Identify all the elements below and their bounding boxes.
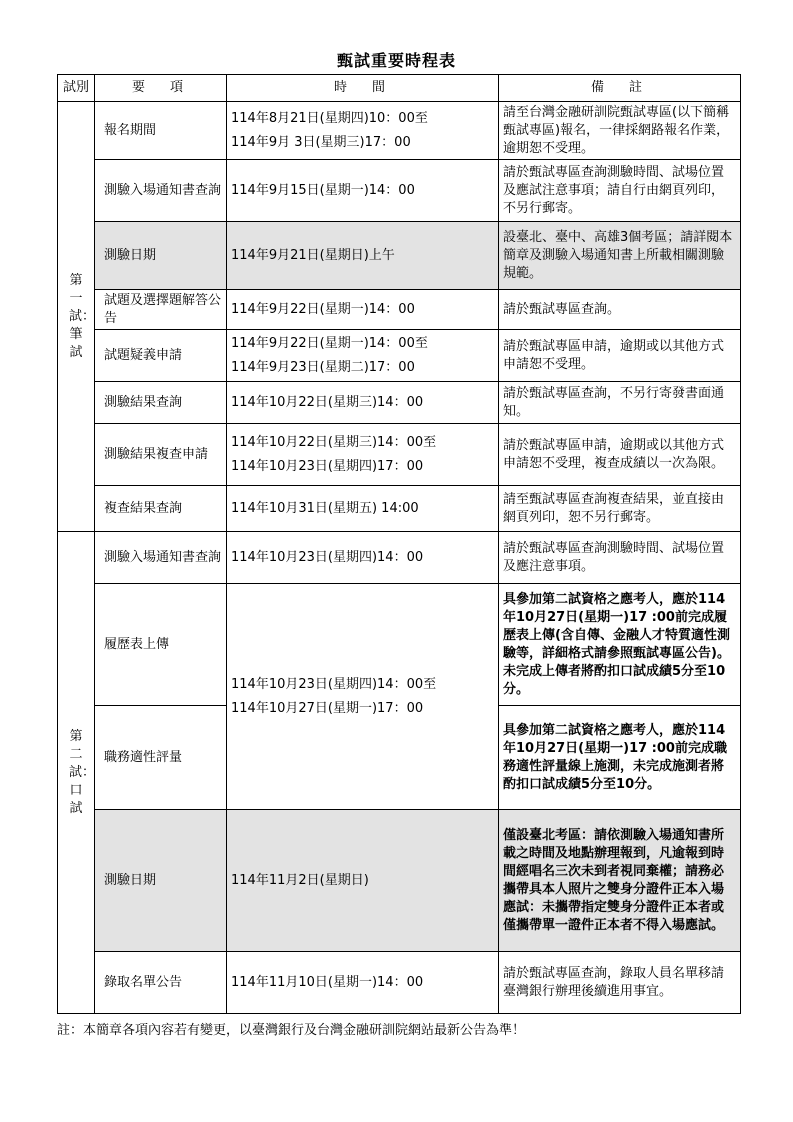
note-cell: 請於甄試專區查詢。 [499,290,741,330]
header-time: 時 間 [227,75,499,102]
time-cell: 114年10月22日(星期三)14：00 [227,382,499,424]
table-row [58,584,741,706]
schedule-table [57,74,741,1014]
table-row [58,532,741,584]
item-cell: 履歷表上傳 [95,584,227,706]
time-cell: 114年10月31日(星期五) 14:00 [227,486,499,532]
table-header-row [58,75,741,102]
table-row [58,486,741,532]
note-cell: 請至台灣金融研訓院甄試專區(以下簡稱甄試專區)報名，一律採網路報名作業，逾期恕不受理。 [499,102,741,160]
time-cell: 114年9月21日(星期日)上午 [227,222,499,290]
note-cell: 具參加第二試資格之應考人，應於114年10月27日(星期一)17 :00前完成職務適性評量線上施測，未完成施測者將酌扣口試成績5分至10分。 [499,706,741,810]
note-cell: 請於甄試專區申請，逾期或以其他方式申請恕不受理。 [499,330,741,382]
item-cell: 測驗日期 [95,222,227,290]
item-cell: 測驗入場通知書查詢 [95,160,227,222]
time-cell: 114年11月2日(星期日) [227,810,499,952]
note-cell: 請於甄試專區查詢測驗時間、試場位置及應注意事項。 [499,532,741,584]
time-cell: 114年9月22日(星期一)14：00 [227,290,499,330]
stage2-label: 第二試：口試 [58,532,95,1014]
table-row [58,290,741,330]
table-row [58,952,741,1014]
item-cell: 錄取名單公告 [95,952,227,1014]
item-cell: 測驗入場通知書查詢 [95,532,227,584]
table-row [58,102,741,160]
header-note: 備 註 [499,75,741,102]
item-cell: 職務適性評量 [95,706,227,810]
time-cell: 114年10月23日(星期四)14：00 [227,532,499,584]
table-row [58,222,741,290]
table-row [58,424,741,486]
note-cell: 設臺北、臺中、高雄3個考區；請詳閱本簡章及測驗入場通知書上所載相關測驗規範。 [499,222,741,290]
time-cell: 114年10月22日(星期三)14：00至 114年10月23日(星期四)17：00 [227,424,499,486]
item-cell: 試題疑義申請 [95,330,227,382]
note-cell: 請於甄試專區查詢，不另行寄發書面通知。 [499,382,741,424]
item-cell: 試題及選擇題解答公告 [95,290,227,330]
table-row [58,330,741,382]
time-cell: 114年8月21日(星期四)10：00至 114年9月 3日(星期三)17：00 [227,102,499,160]
note-cell: 請於甄試專區查詢，錄取人員名單移請臺灣銀行辦理後續進用事宜。 [499,952,741,1014]
note-cell: 請於甄試專區申請，逾期或以其他方式申請恕不受理，複查成績以一次為限。 [499,424,741,486]
time-cell: 114年10月23日(星期四)14：00至 114年10月27日(星期一)17：00 [227,584,499,810]
header-item: 要 項 [95,75,227,102]
item-cell: 測驗結果查詢 [95,382,227,424]
time-cell: 114年11月10日(星期一)14：00 [227,952,499,1014]
time-cell: 114年9月22日(星期一)14：00至 114年9月23日(星期二)17：00 [227,330,499,382]
item-cell: 測驗結果複查申請 [95,424,227,486]
table-row [58,382,741,424]
footnote: 註：本簡章各項內容若有變更，以臺灣銀行及台灣金融研訓院網站最新公告為準！ [57,1023,526,1038]
item-cell: 複查結果查詢 [95,486,227,532]
note-cell: 具參加第二試資格之應考人，應於114年10月27日(星期一)17 :00前完成履歷表上傳(含自傳、金融人才特質適性測驗等，詳細格式請參照甄試專區公告)。未完成上傳者將酌扣口試成績5分至10分。 [499,584,741,706]
page-title: 甄試重要時程表 [336,51,456,70]
note-cell: 僅設臺北考區：請依測驗入場通知書所載之時間及地點辦理報到，凡逾報到時間經唱名三次未到者視同棄權；請務必攜帶具本人照片之雙身分證件正本入場應試：未攜帶指定雙身分證件正本者或僅攜帶單一證件正本者不得入場應試。 [499,810,741,952]
table-row [58,160,741,222]
item-cell: 報名期間 [95,102,227,160]
time-cell: 114年9月15日(星期一)14：00 [227,160,499,222]
note-cell: 請至甄試專區查詢複查結果，並直接由網頁列印，恕不另行郵寄。 [499,486,741,532]
table-row [58,810,741,952]
stage1-label: 第一試：筆試 [58,102,95,532]
note-cell: 請於甄試專區查詢測驗時間、試場位置及應試注意事項；請自行由網頁列印，不另行郵寄。 [499,160,741,222]
item-cell: 測驗日期 [95,810,227,952]
header-stage: 試別 [58,75,95,102]
